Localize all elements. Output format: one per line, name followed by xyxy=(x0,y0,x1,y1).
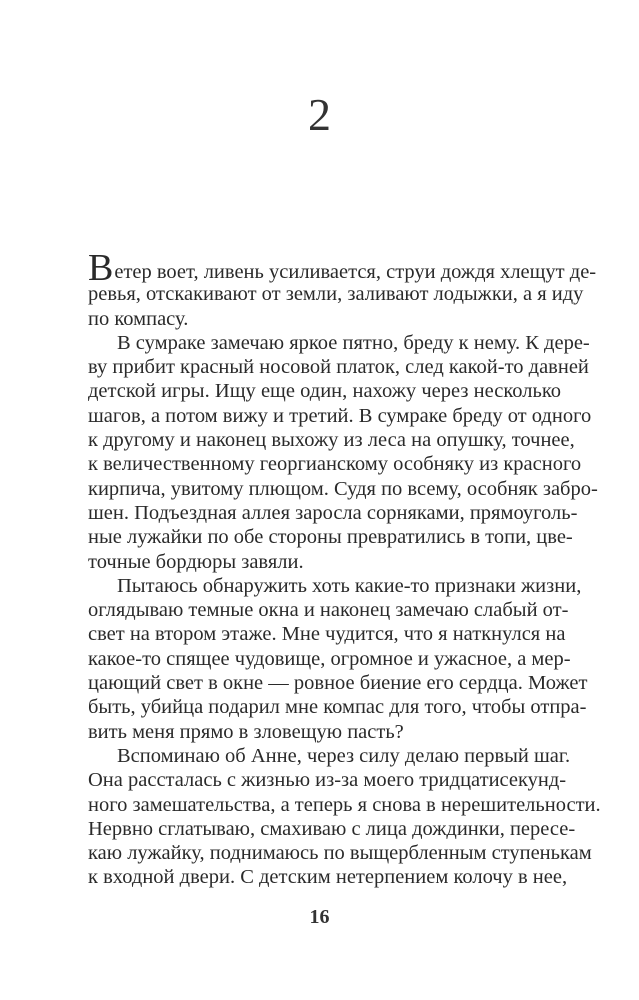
text-line xyxy=(88,695,587,719)
text-line xyxy=(88,501,578,525)
text-line xyxy=(88,477,598,501)
line-text: быть, убийца подарил мне компас для того, чтобы отпра- xyxy=(88,696,587,719)
line-text: точные бордюры завяли. xyxy=(88,550,304,573)
line-text: к входной двери. С детским нетерпением колочу в нее, xyxy=(88,866,568,889)
text-line xyxy=(88,720,561,744)
line-text: ные лужайки по обе стороны превратились в топи, цве- xyxy=(88,526,573,549)
chapter-number: 2 xyxy=(308,89,331,140)
text-line xyxy=(88,379,561,403)
text-line xyxy=(88,550,561,574)
line-text: к другому и наконец выхожу из леса на опушку, точнее, xyxy=(88,429,575,452)
line-text: какое-то спящее чудовище, огромное и ужасное, а мер- xyxy=(88,647,571,670)
paragraph xyxy=(88,247,597,331)
line-text: по компасу. xyxy=(88,307,189,330)
line-text: В сумраке замечаю яркое пятно, бреду к нему. К дере- xyxy=(117,331,590,354)
line-text: вить меня прямо в зловещую пасть? xyxy=(88,720,404,743)
text-line xyxy=(88,598,569,622)
line-text: детской игры. Ищу еще один, нахожу через несколько xyxy=(88,380,561,403)
text-line xyxy=(88,865,568,889)
text-line xyxy=(88,452,582,476)
line-text: оглядываю темные окна и наконец замечаю слабый от- xyxy=(88,599,569,622)
paragraph xyxy=(88,574,588,744)
text-line xyxy=(88,404,592,428)
line-text: шен. Подъездная аллея заросла сорняками, прямоуголь- xyxy=(88,501,578,524)
line-text: Вспоминаю об Анне, через силу делаю первый шаг. xyxy=(117,744,571,767)
text-line xyxy=(88,307,561,331)
line-text: етер воет, ливень усиливается, струи дождя хлещут де- xyxy=(114,261,597,283)
line-text: каю лужайку, поднимаюсь по выщербленным ступенькам xyxy=(88,842,592,865)
text-line xyxy=(88,331,590,355)
paragraph xyxy=(88,744,601,890)
text-line xyxy=(88,793,601,817)
line-text: цающий свет в окне — ровное биение его сердца. Может xyxy=(88,672,588,695)
text-line xyxy=(88,355,589,379)
line-text: свет на втором этаже. Мне чудится, что я наткнулся на xyxy=(88,623,566,646)
line-text: Она рассталась с жизнью из-за моего тридцатисекунд- xyxy=(88,769,567,792)
line-text: кирпича, увитому плющом. Судя по всему, особняк забро- xyxy=(88,477,598,500)
text-line xyxy=(88,744,571,768)
line-text: Пытаюсь обнаружить хоть какие-то признаки жизни, xyxy=(117,574,582,597)
text-line xyxy=(88,282,584,306)
text-line xyxy=(88,647,571,671)
text-line xyxy=(88,817,576,841)
text-line xyxy=(88,428,575,452)
line-text: Нервно сглатываю, смахиваю с лица дождинки, пересе- xyxy=(88,817,576,840)
text-line xyxy=(88,671,588,695)
text-line xyxy=(88,525,573,549)
line-text: шагов, а потом вижу и третий. В сумраке бреду от одного xyxy=(88,404,592,427)
line-text: ву прибит красный носовой платок, след какой-то давней xyxy=(88,356,589,379)
page-number: 16 xyxy=(309,906,330,928)
line-text: к величественному георгианскому особняку из красного xyxy=(88,453,582,476)
text-line xyxy=(88,574,582,598)
paragraph xyxy=(88,331,598,574)
line-text: ревья, отскакивают от земли, заливают лодыжки, а я иду xyxy=(88,283,584,306)
drop-cap: В xyxy=(88,247,114,289)
text-line xyxy=(88,247,597,289)
text-line xyxy=(88,768,567,792)
line-text: ного замешательства, а теперь я снова в нерешительности. xyxy=(88,793,601,816)
text-line xyxy=(88,841,592,865)
text-line xyxy=(88,622,566,646)
page-body xyxy=(88,247,601,890)
